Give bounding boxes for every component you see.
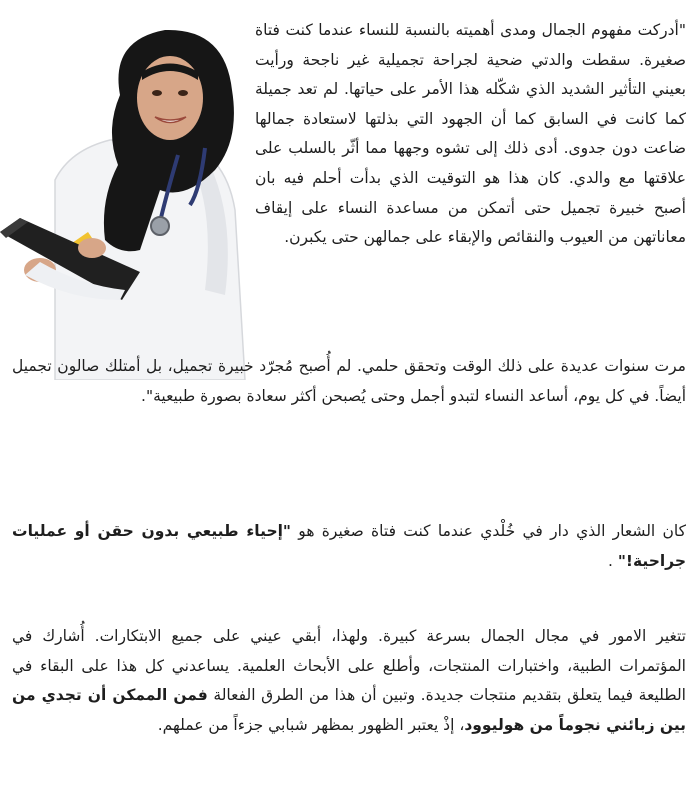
hollywood-highlight: فمن الممكن أن تجدي من بين زبائني نجوماً من هوليوود bbox=[12, 686, 686, 734]
slogan-intro: كان الشعار الذي دار في خُلْدي عندما كنت فتاة صغيرة هو bbox=[291, 522, 686, 540]
innovation-text: تتغير الامور في مجال الجمال بسرعة كبيرة. ولهذا، أبقي عيني على جميع الابتكارات. أُشارك في المؤتمرات الطبية، واختبارات المنتجات، وأطلع على الأبحاث العلمية. يساعدني كل هذا على البقاء في الطليعة فيما يتعلق بتقديم منتجات جديدة. وتبين أن هذا من الطرق الفعالة bbox=[12, 627, 686, 705]
intro-quote: "أدركت مفهوم الجمال ومدى أهميته بالنسبة للنساء عندما كنت فتاة صغيرة. سقطت والدتي ضحية لجراحة تجميلية غير ناجحة ورأيت بعيني التأثير الشديد الذي شكّله هذا الأمر على حياتها. لم تعد جميلة كما كانت في السابق كما أن الجهود التي بذلتها لاستعادة جمالها ضاعت دون جدوى. أدى ذلك إلى تشوه وجهها مما أثّر بالسلب على علاقتها مع والدي. كان هذا هو التوقيت الذي بدأت أحلم فيه بان أصبح خبيرة تجميل حتى أتمكن من مساعدة النساء على إيقاف معاناتهن من العيوب والنقائص والإبقاء على جمالهن حتى يكبرن. bbox=[255, 21, 686, 247]
paragraph-innovation bbox=[12, 622, 686, 740]
paragraph-slogan bbox=[12, 517, 686, 576]
slogan-end: . bbox=[607, 551, 618, 570]
paragraph-dream-achieved: مرت سنوات عديدة على ذلك الوقت وتحقق حلمي. لم أُصبح مُجرّد خبيرة تجميل، بل أمتلك صالون تجميل أيضاً. في كل يوم، أساعد النساء لتبدو أجمل وحتى يُصبحن أكثر سعادة بصورة طبيعية". bbox=[12, 357, 686, 405]
innovation-end: ، إذْ يعتبر الظهور بمظهر شبابي جزءاً من عملهم. bbox=[157, 715, 465, 734]
doctor-photo bbox=[0, 0, 250, 380]
slogan-bold: "إحياء طبيعي بدون حقن أو عمليات جراحية!" bbox=[12, 522, 686, 570]
left-hand bbox=[78, 238, 106, 258]
